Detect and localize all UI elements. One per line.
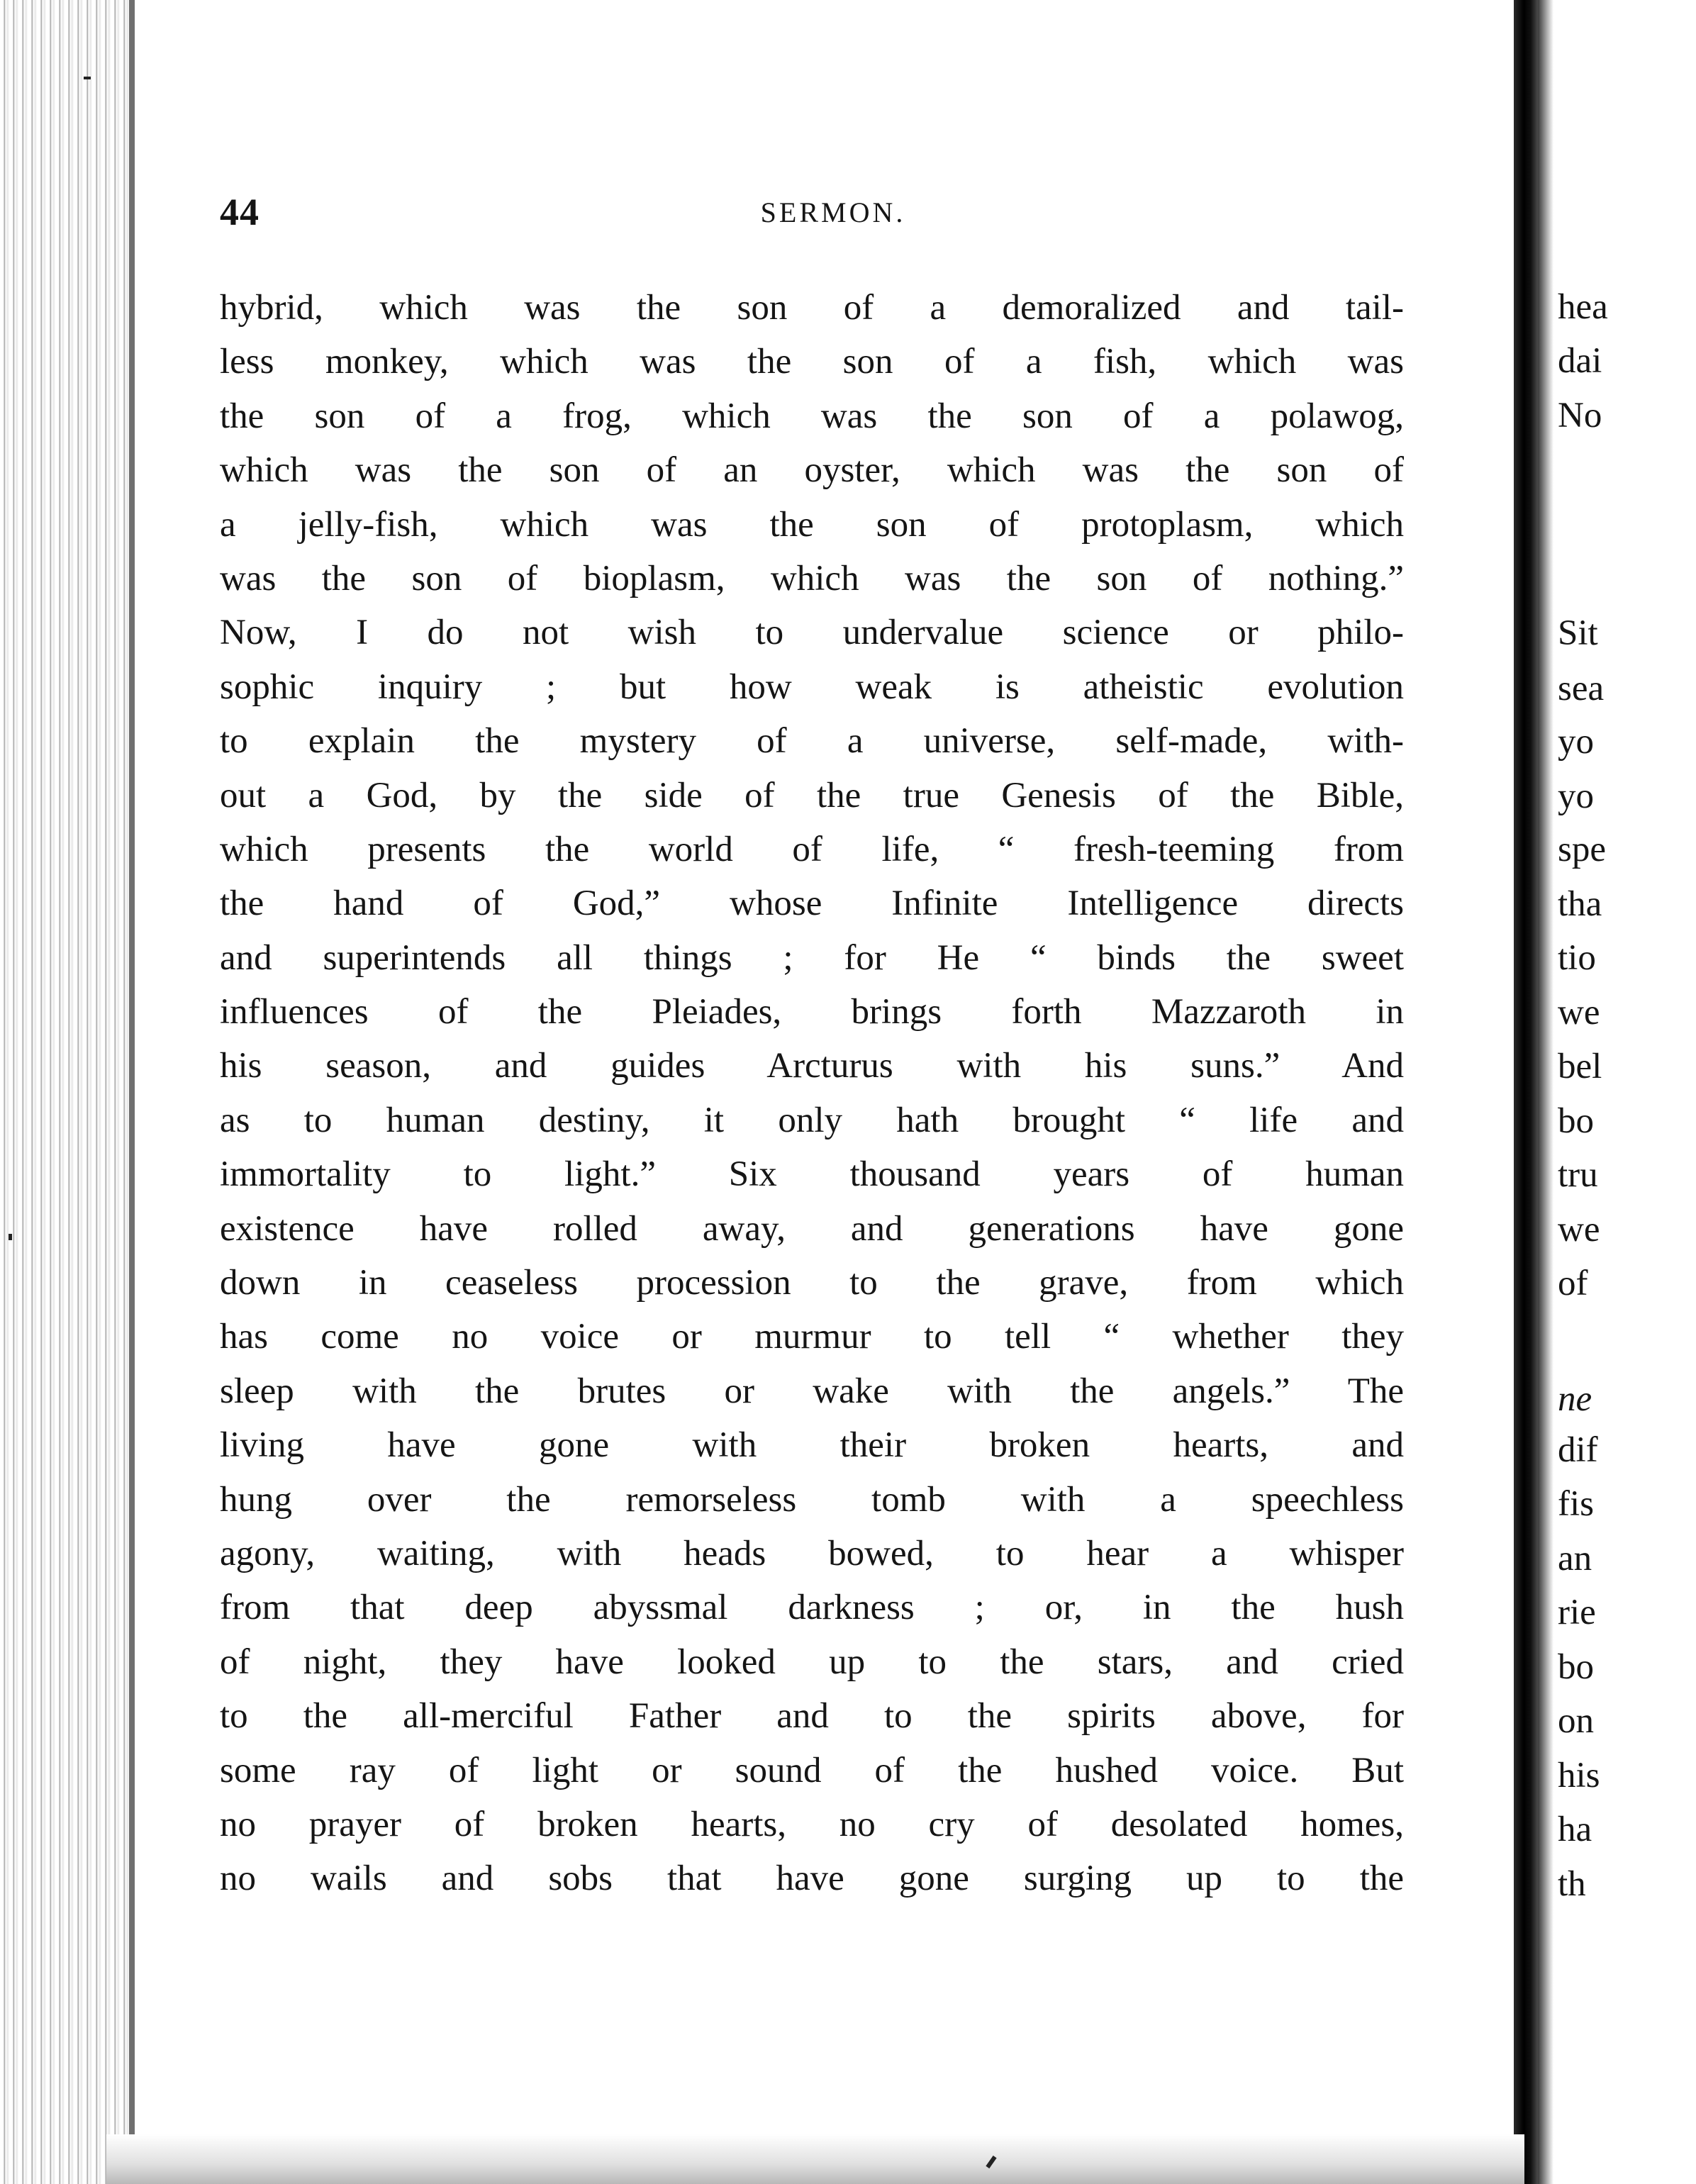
facing-fragment: of: [1558, 1264, 1588, 1303]
scan-speck: [84, 77, 91, 79]
page-number: 44: [220, 191, 260, 233]
text-line: to explain the mystery of a universe, self-made, with-: [220, 721, 1404, 762]
text-line: to the all-merciful Father and to the spirits above, for: [220, 1696, 1404, 1737]
facing-fragment: dai: [1558, 341, 1602, 381]
text-line: which presents the world of life, “ fresh-teeming from: [220, 829, 1404, 869]
text-line: as to human destiny, it only hath brought “ life and: [220, 1100, 1404, 1140]
text-line: a jelly-fish, which was the son of protoplasm, which: [220, 504, 1404, 545]
facing-fragment: his: [1558, 1756, 1600, 1795]
facing-fragment: No: [1558, 396, 1602, 435]
facing-fragment: th: [1558, 1864, 1586, 1904]
facing-page: [1538, 0, 1696, 2184]
facing-fragment: spe: [1558, 830, 1606, 869]
facing-fragment: bo: [1558, 1647, 1594, 1687]
facing-fragment: bel: [1558, 1047, 1602, 1086]
text-line: Now, I do not wish to undervalue science or philo-: [220, 613, 1404, 653]
text-line: the son of a frog, which was the son of a polawog,: [220, 396, 1404, 436]
facing-fragment: yo: [1558, 722, 1594, 762]
facing-fragment: rie: [1558, 1593, 1596, 1632]
binding-gutter: [1514, 0, 1538, 2184]
text-line: his season, and guides Arcturus with his suns.” And: [220, 1046, 1404, 1086]
facing-fragment: sea: [1558, 669, 1605, 708]
facing-fragment: yo: [1558, 776, 1594, 816]
facing-fragment: we: [1558, 1210, 1600, 1249]
facing-fragment: ne: [1558, 1379, 1592, 1419]
text-line: was the son of bioplasm, which was the son of nothing.”: [220, 558, 1404, 598]
text-line: the hand of God,” whose Infinite Intelligence directs: [220, 884, 1404, 924]
facing-fragment: on: [1558, 1701, 1594, 1741]
text-line: hung over the remorseless tomb with a speechless: [220, 1479, 1404, 1520]
text-line: immortality to light.” Six thousand years of human: [220, 1154, 1404, 1195]
page-stack-edge: [0, 0, 135, 2184]
facing-fragment: Sit: [1558, 613, 1598, 653]
facing-fragment: bo: [1558, 1101, 1594, 1141]
text-line: less monkey, which was the son of a fish, which was: [220, 342, 1404, 382]
text-line: living have gone with their broken hearts, and: [220, 1425, 1404, 1466]
text-line: agony, waiting, with heads bowed, to hear a whisper: [220, 1533, 1404, 1573]
text-line: some ray of light or sound of the hushed voice. But: [220, 1750, 1404, 1790]
text-line: sophic inquiry ; but how weak is atheistic evolution: [220, 667, 1404, 707]
text-line: out a God, by the side of the true Genesis of the Bible,: [220, 775, 1404, 815]
text-line: has come no voice or murmur to tell “ whether they: [220, 1317, 1404, 1357]
facing-fragment: tru: [1558, 1155, 1598, 1195]
facing-fragment: ha: [1558, 1810, 1592, 1849]
text-line: sleep with the brutes or wake with the angels.” The: [220, 1371, 1404, 1411]
facing-fragment: tha: [1558, 884, 1602, 924]
facing-fragment: we: [1558, 993, 1600, 1032]
facing-fragment: hea: [1558, 287, 1608, 327]
facing-fragment: tio: [1558, 938, 1596, 978]
sermon-body-text: [220, 281, 1404, 1906]
text-line: which was the son of an oyster, which was the son of: [220, 450, 1404, 491]
text-line: no wails and sobs that have gone surging up to the: [220, 1859, 1404, 1899]
scan-speck: [9, 1234, 12, 1240]
text-line: existence have rolled away, and generations have gone: [220, 1208, 1404, 1249]
text-line: influences of the Pleiades, brings forth Mazzaroth in: [220, 992, 1404, 1032]
running-head: [220, 190, 1404, 247]
page-bottom-edge: [106, 2134, 1524, 2184]
text-line: and superintends all things ; for He “ binds the sweet: [220, 937, 1404, 978]
facing-fragment: dif: [1558, 1430, 1598, 1470]
text-line: of night, they have looked up to the stars, and cried: [220, 1642, 1404, 1682]
facing-fragment: fis: [1558, 1484, 1594, 1524]
text-line: no prayer of broken hearts, no cry of desolated homes,: [220, 1804, 1404, 1844]
text-line: hybrid, which was the son of a demoralized and tail-: [220, 288, 1404, 328]
text-line: from that deep abyssmal darkness ; or, in the hush: [220, 1588, 1404, 1628]
running-title: SERMON.: [760, 196, 906, 228]
text-line: down in ceaseless procession to the grave, from which: [220, 1263, 1404, 1303]
facing-fragment: an: [1558, 1539, 1592, 1578]
